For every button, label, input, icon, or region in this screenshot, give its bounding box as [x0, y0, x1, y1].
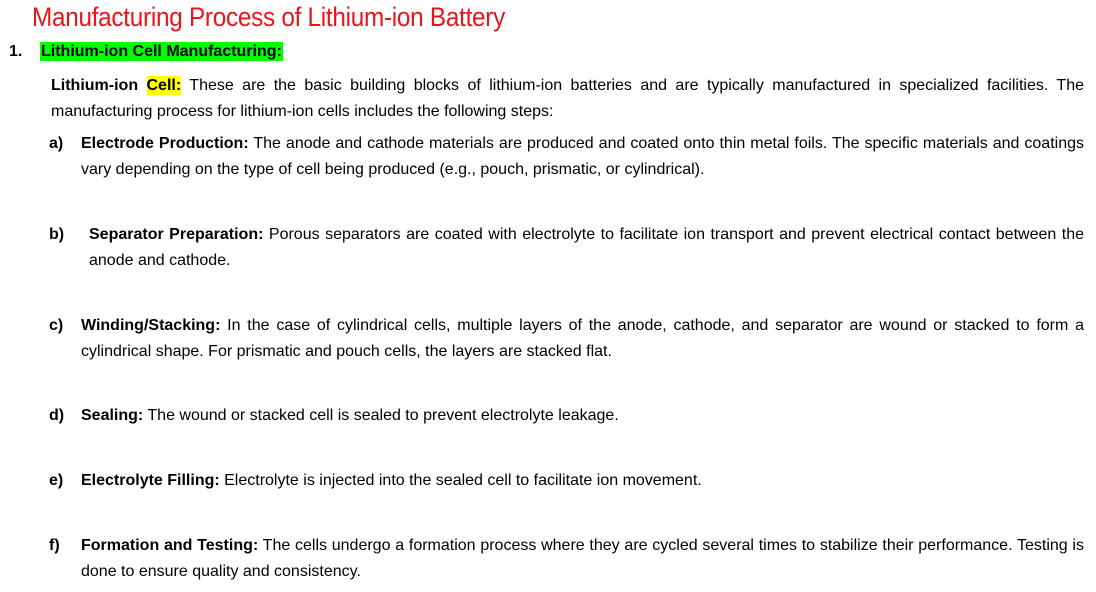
- step-name: Separator Preparation:: [89, 226, 264, 243]
- step-text: The cells undergo a formation process where they are cycled several times to stabilize their performance. Testing is done to ensure quality and consistency.: [81, 537, 1084, 580]
- step-item: [49, 468, 1084, 494]
- step-item: [49, 222, 1084, 274]
- step-text: The wound or stacked cell is sealed to prevent electrolyte leakage.: [143, 407, 619, 424]
- step-text: In the case of cylindrical cells, multiple layers of the anode, cathode, and separator are wound or stacked to form a cylindrical shape. For prismatic and pouch cells, the layers are stacked flat.: [81, 317, 1084, 360]
- step-name: Electrolyte Filling:: [81, 472, 220, 489]
- step-letter: b): [49, 226, 65, 243]
- section-heading-text: Lithium-ion Cell Manufacturing:: [41, 43, 282, 60]
- step-letter: c): [49, 317, 64, 334]
- step-letter: f): [49, 537, 60, 554]
- step-text: Porous separators are coated with electrolyte to facilitate ion transport and prevent electrical contact between the anode and cathode.: [89, 226, 1084, 269]
- intro-text: These are the basic building blocks of lithium-ion batteries and are typically manufactured in specialized facilities. The manufacturing process for lithium-ion cells includes the following steps:: [51, 77, 1085, 120]
- intro-paragraph: [51, 73, 1084, 125]
- step-item: [49, 313, 1084, 365]
- page-title: Manufacturing Process of Lithium-ion Battery: [32, 2, 506, 32]
- step-text: Electrolyte is injected into the sealed cell to facilitate ion movement.: [219, 472, 702, 489]
- step-item: [49, 403, 1084, 429]
- step-name: Winding/Stacking:: [81, 317, 221, 334]
- step-name: Formation and Testing:: [81, 537, 259, 554]
- intro-label-highlight: Cell:: [146, 77, 182, 94]
- step-letter: e): [49, 472, 64, 489]
- step-text: The anode and cathode materials are produced and coated onto thin metal foils. The specific materials and coatings vary depending on the type of cell being produced (e.g., pouch, prismatic, or cylindrical).: [81, 135, 1085, 178]
- intro-label-prefix: Lithium-ion: [51, 77, 147, 94]
- step-body: [81, 468, 1084, 494]
- step-body: [81, 403, 1084, 429]
- step-body: [81, 313, 1084, 365]
- step-body: [81, 131, 1084, 183]
- step-name: Electrode Production:: [81, 135, 249, 152]
- step-item: [49, 131, 1084, 183]
- step-body: [81, 222, 1084, 274]
- step-letter: a): [49, 135, 64, 152]
- step-item: [49, 533, 1084, 585]
- section-heading: [9, 43, 283, 61]
- step-body: [81, 533, 1084, 585]
- step-letter: d): [49, 407, 65, 424]
- step-name: Sealing:: [81, 407, 144, 424]
- section-number: 1.: [9, 43, 23, 60]
